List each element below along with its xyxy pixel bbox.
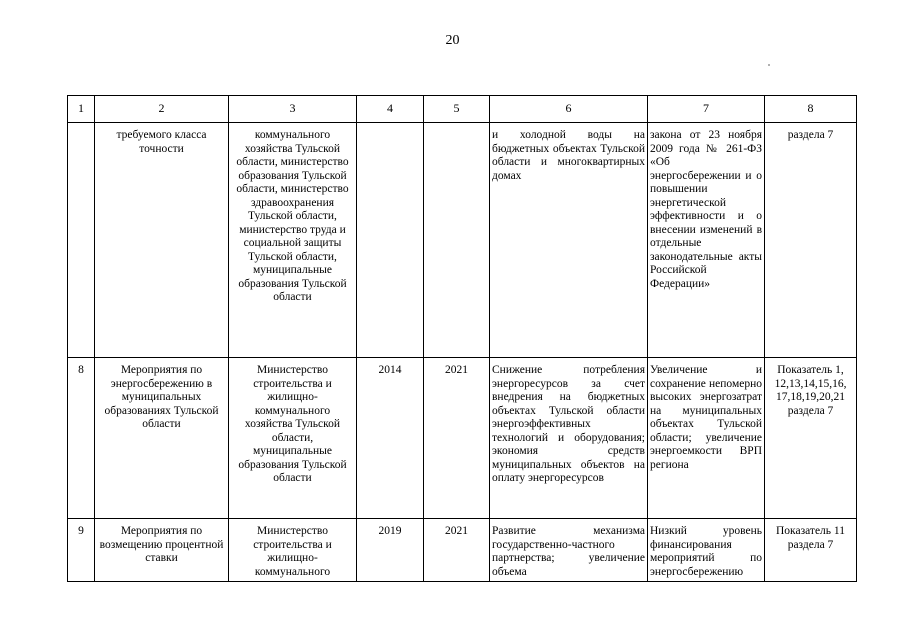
scan-speck	[768, 64, 770, 66]
executors: Министерство строительства и жилищно-коммунального хозяйства Тульской области, муниципальные образования Тульской области	[229, 358, 357, 519]
end-year: 2021	[424, 358, 490, 519]
col-header-6: 6	[490, 96, 648, 123]
measure-name: Мероприятия по энергосбережению в муниципальных образованиях Тульской области	[95, 358, 229, 519]
end-year	[424, 123, 490, 358]
measure-name: Мероприятия по возмещению процентной ставки	[95, 519, 229, 582]
row-number: 8	[68, 358, 95, 519]
indicators: Показатель 1, 12,13,14,15,16, 17,18,19,20,21 раздела 7	[765, 358, 857, 519]
start-year: 2014	[357, 358, 424, 519]
col-header-3: 3	[229, 96, 357, 123]
expected-result: Снижение потребления энергоресурсов за счет внедрения на бюджетных объектах Тульской области энергоэффективных технологий и оборудования; экономия средств муниципальных объектов на оплату энергоресурсов	[490, 358, 648, 519]
consequences: Увеличение и сохранение непомерно высоких энергозатрат на муниципальных объектах Тульской области; увеличение энергоемкости ВРП региона	[648, 358, 765, 519]
start-year: 2019	[357, 519, 424, 582]
col-header-1: 1	[68, 96, 95, 123]
col-header-2: 2	[95, 96, 229, 123]
consequences: Низкий уровень финансирования мероприятий по энергосбережению	[648, 519, 765, 582]
table-row	[68, 519, 857, 582]
col-header-5: 5	[424, 96, 490, 123]
header-row	[68, 96, 857, 123]
page-number: 20	[445, 33, 460, 48]
table-row	[68, 123, 857, 358]
end-year: 2021	[424, 519, 490, 582]
expected-result: Развитие механизма государственно-частного партнерства; увеличение объема	[490, 519, 648, 582]
table-row	[68, 358, 857, 519]
row-number	[68, 123, 95, 358]
start-year	[357, 123, 424, 358]
indicators: Показатель 11 раздела 7	[765, 519, 857, 582]
measures-table	[67, 95, 857, 582]
col-header-7: 7	[648, 96, 765, 123]
indicators: раздела 7	[765, 123, 857, 358]
consequences: закона от 23 ноября 2009 года № 261-ФЗ «Об энергосбережении и о повышении энергетической эффективности и о внесении изменений в отдельные законодательные акты Российской Федерации»	[648, 123, 765, 358]
expected-result: и холодной воды на бюджетных объектах Тульской области и многоквартирных домах	[490, 123, 648, 358]
row-number: 9	[68, 519, 95, 582]
col-header-8: 8	[765, 96, 857, 123]
measure-name: требуемого класса точности	[95, 123, 229, 358]
executors: Министерство строительства и жилищно-коммунального	[229, 519, 357, 582]
col-header-4: 4	[357, 96, 424, 123]
executors: коммунального хозяйства Тульской области, министерство образования Тульской области, министерство здравоохранения Тульской области, министерство труда и социальной защиты Тульской области, муниципальные образования Тульской области	[229, 123, 357, 358]
